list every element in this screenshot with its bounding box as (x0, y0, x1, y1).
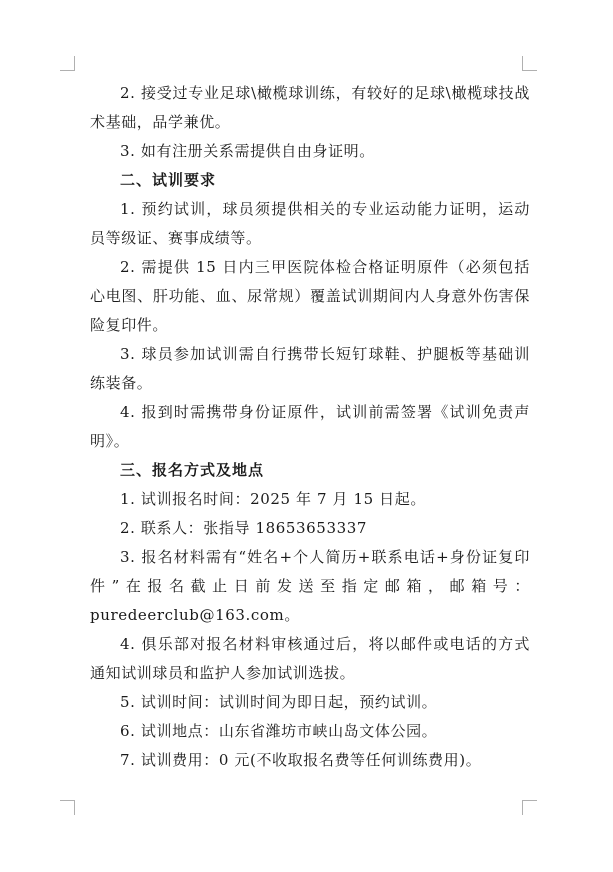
requirement-item-3: 3. 如有注册关系需提供自由身证明。 (120, 142, 375, 160)
registration-item-3: 3. 报名材料需有“姓名+个人简历+联系电话+身份证复印件”在报名截止日前发送至指定邮箱，邮箱号：puredeerclub@163.com。 (90, 548, 530, 624)
trial-requirement-item-4: 4. 报到时需携带身份证原件，试训前需签署《试训免责声明》。 (90, 403, 530, 450)
trial-requirement-item-2: 2. 需提供 15 日内三甲医院体检合格证明原件（必须包括心电图、肝功能、血、尿常规）覆盖试训期间内人身意外伤害保险复印件。 (90, 258, 530, 334)
registration-item-1: 1. 试训报名时间：2025 年 7 月 15 日起。 (120, 490, 426, 508)
requirement-item-2: 2. 接受过专业足球\橄榄球训练，有较好的足球\橄榄球技战术基础，品学兼优。 (90, 84, 530, 131)
crop-mark-bottom-right (522, 800, 537, 815)
registration-item-2: 2. 联系人：张指导 18653653337 (120, 519, 368, 537)
registration-item-7: 7. 试训费用：0 元(不收取报名费等任何训练费用)。 (120, 751, 482, 769)
trial-requirement-item-1: 1. 预约试训，球员须提供相关的专业运动能力证明，运动员等级证、赛事成绩等。 (90, 200, 530, 247)
registration-item-4: 4. 俱乐部对报名材料审核通过后，将以邮件或电话的方式通知试训球员和监护人参加试训选拔。 (90, 635, 530, 682)
crop-mark-top-left (60, 56, 75, 71)
section-heading-registration: 三、报名方式及地点 (120, 461, 265, 479)
document-body (90, 79, 530, 775)
crop-mark-top-right (522, 56, 537, 71)
section-heading-trial-requirements: 二、试训要求 (120, 171, 217, 189)
registration-item-6: 6. 试训地点：山东省潍坊市峡山岛文体公园。 (120, 722, 438, 740)
trial-requirement-item-3: 3. 球员参加试训需自行携带长短钉球鞋、护腿板等基础训练装备。 (90, 345, 530, 392)
registration-item-5: 5. 试训时间：试训时间为即日起，预约试训。 (120, 693, 438, 711)
crop-mark-bottom-left (60, 800, 75, 815)
